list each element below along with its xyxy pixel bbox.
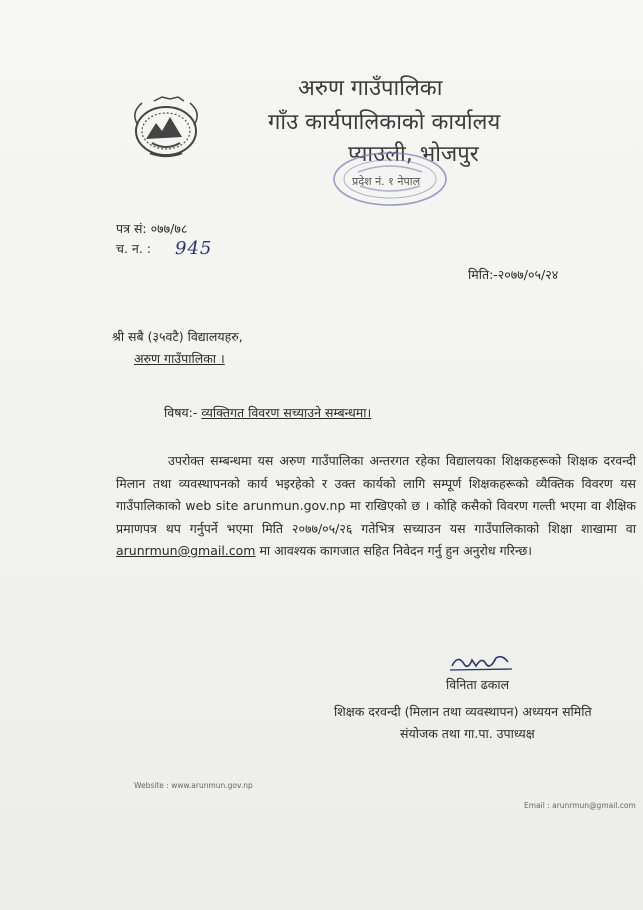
footer-website: Website : www.arunmun.gov.np xyxy=(134,781,253,790)
handwritten-signature-icon xyxy=(448,650,516,674)
office-location: प्याउली, भोजपुर xyxy=(348,142,479,167)
subject-line xyxy=(164,404,371,421)
body-part-1: उपरोक्त सम्बन्धमा यस अरुण गाउँपालिका अन्तरगत रहेका विद्यालयका शिक्षकहरूको शिक्षक दरवन्दी मिलान तथा व्यवस्थापनको कार्य भइरहेको र उक्त कार्यको लागि सम्पूर्ण शिक्षकहरूको व्यैक्तिक विवरण यस गाउँपालिकाको web site arunmun.gov.np मा राखिएको छ । कोहि कसैको विवरण गल्ती भएमा वा शैक्षिक प्रमाणपत्र थप गर्नुपर्ने भएमा मिति २०७७/०५/२६ गतेभित्र सच्याउन यस गाउँपालिकाको शिक्षा शाखामा वा xyxy=(116,453,636,536)
dispatch-number-handwritten: 945 xyxy=(175,238,213,259)
signatory-title-2: संयोजक तथा गा.पा. उपाध्यक्ष xyxy=(400,726,535,741)
letter-number xyxy=(116,220,187,237)
letter-number-value: ०७७/७८ xyxy=(150,221,188,236)
letter-number-label: पत्र सं: xyxy=(116,221,151,236)
body-part-2: मा आवश्यक कागजात सहित निवेदन गर्नु हुन अनुरोध गरिन्छ। xyxy=(255,543,533,558)
subject-text: व्यक्तिगत विवरण सच्याउने सम्बन्धमा। xyxy=(201,405,372,420)
office-province: प्रदेश नं. १ नेपाल xyxy=(352,175,421,188)
nepal-emblem-icon xyxy=(124,95,208,161)
letter-date: मिति:-२०७७/०५/२४ xyxy=(468,267,559,282)
body-paragraph xyxy=(116,450,636,563)
letter-body xyxy=(116,450,636,563)
office-name: अरुण गाउँपालिका xyxy=(298,76,443,101)
office-stamp-icon xyxy=(330,150,450,208)
signatory-name: विनिता ढकाल xyxy=(446,677,510,692)
dispatch-number-label: च. न. : xyxy=(116,241,151,256)
subject-label: विषय:- xyxy=(164,405,202,420)
recipient-line-2: अरुण गाउँपालिका । xyxy=(134,351,225,366)
signatory-title-1: शिक्षक दरवन्दी (मिलान तथा व्यवस्थापन) अध्ययन समिति xyxy=(334,704,592,719)
office-department: गाँउ कार्यपालिकाको कार्यालय xyxy=(268,110,501,135)
footer-email: Email : arunrmun@gmail.com xyxy=(524,801,636,810)
recipient-line-1: श्री सबै (३५वटै) विद्यालयहरु, xyxy=(112,329,243,344)
body-email-link[interactable]: arunrmun@gmail.com xyxy=(116,543,256,558)
